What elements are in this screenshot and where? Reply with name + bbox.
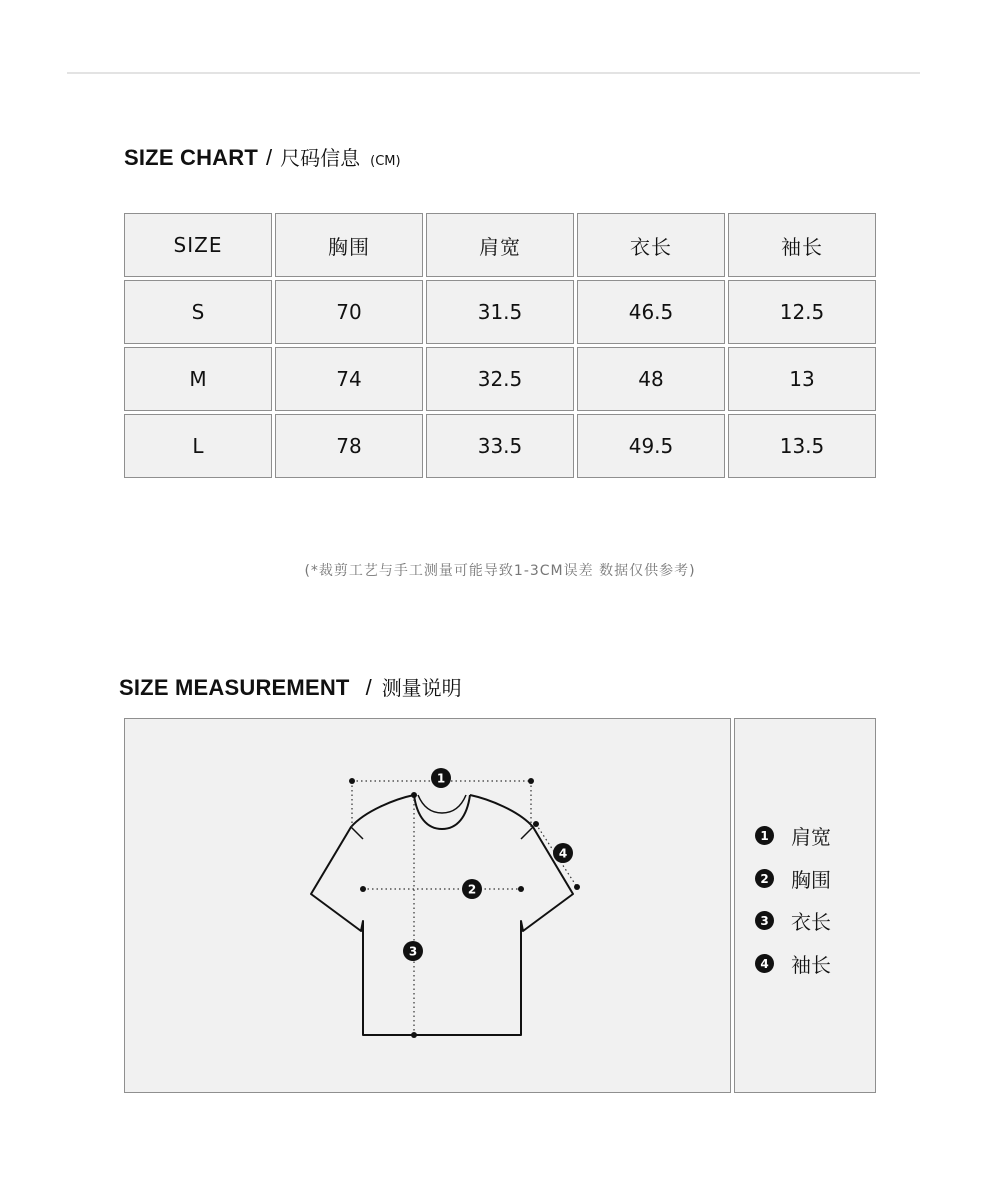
size-table — [124, 213, 876, 481]
measurement-points — [349, 778, 580, 1038]
table-cell: 70 — [275, 280, 423, 344]
legend-label: 肩宽 — [791, 825, 831, 849]
header-cell-sleeve: 袖长 — [728, 213, 876, 277]
measurement-guides — [352, 781, 577, 1035]
header-cell-chest: 胸围 — [275, 213, 423, 277]
size-chart-title-zh: 尺码信息 — [280, 146, 361, 170]
table-cell: 13 — [728, 347, 876, 411]
marker-3-icon — [403, 941, 423, 961]
table-cell: 78 — [275, 414, 423, 478]
header-cell-length: 衣长 — [577, 213, 725, 277]
size-measurement-title-en: SIZE MEASUREMENT — [119, 675, 350, 700]
sleeve-seam-right — [521, 827, 533, 839]
table-cell: 31.5 — [426, 280, 574, 344]
measurement-disclaimer: (*裁剪工艺与手工测量可能导致1-3CM误差 数据仅供参考) — [304, 563, 696, 579]
size-measurement-title-zh: 测量说明 — [381, 676, 462, 700]
header-cell-shoulder: 肩宽 — [426, 213, 574, 277]
legend-label: 衣长 — [791, 910, 831, 934]
table-cell: 48 — [577, 347, 725, 411]
size-chart-title-en: SIZE CHART — [124, 145, 258, 170]
header-cell-size: SIZE — [124, 213, 272, 277]
top-divider — [67, 72, 920, 74]
legend-item-length — [755, 906, 831, 935]
svg-text:4: 4 — [558, 846, 568, 861]
table-cell: 13.5 — [728, 414, 876, 478]
number-2-icon: 2 — [755, 869, 774, 888]
table-row — [124, 347, 876, 411]
table-cell: S — [124, 280, 272, 344]
legend-item-sleeve — [755, 949, 831, 978]
title-separator: / — [365, 675, 372, 700]
measurement-legend-panel — [734, 718, 876, 1093]
table-row — [124, 280, 876, 344]
legend-item-shoulder — [755, 821, 831, 850]
legend-item-chest — [755, 864, 831, 893]
table-cell: M — [124, 347, 272, 411]
size-chart-heading — [124, 142, 401, 171]
table-header-row — [124, 213, 876, 277]
table-cell: L — [124, 414, 272, 478]
table-cell: 32.5 — [426, 347, 574, 411]
measurement-diagram-panel — [124, 718, 731, 1093]
svg-text:3: 3 — [408, 944, 418, 959]
number-3-icon: 3 — [755, 911, 774, 930]
number-4-icon: 4 — [755, 954, 774, 973]
marker-4-icon — [553, 843, 573, 863]
table-cell: 12.5 — [728, 280, 876, 344]
title-separator: / — [266, 145, 273, 170]
unit-label: (CM) — [370, 154, 401, 169]
table-cell: 74 — [275, 347, 423, 411]
marker-1-icon — [431, 768, 451, 788]
legend-label: 胸围 — [791, 868, 831, 892]
marker-2-icon — [462, 879, 482, 899]
sleeve-seam-left — [351, 827, 363, 839]
tshirt-outline — [311, 795, 573, 1035]
table-cell: 46.5 — [577, 280, 725, 344]
table-cell: 49.5 — [577, 414, 725, 478]
svg-text:1: 1 — [436, 771, 446, 786]
number-1-icon: 1 — [755, 826, 774, 845]
tshirt-collar-outer — [414, 795, 470, 829]
svg-text:2: 2 — [467, 882, 477, 897]
size-measurement-heading — [119, 672, 462, 701]
tshirt-diagram — [125, 719, 732, 1094]
legend-label: 袖长 — [791, 953, 831, 977]
tshirt-collar-inner — [418, 795, 466, 813]
table-row — [124, 414, 876, 478]
table-cell: 33.5 — [426, 414, 574, 478]
